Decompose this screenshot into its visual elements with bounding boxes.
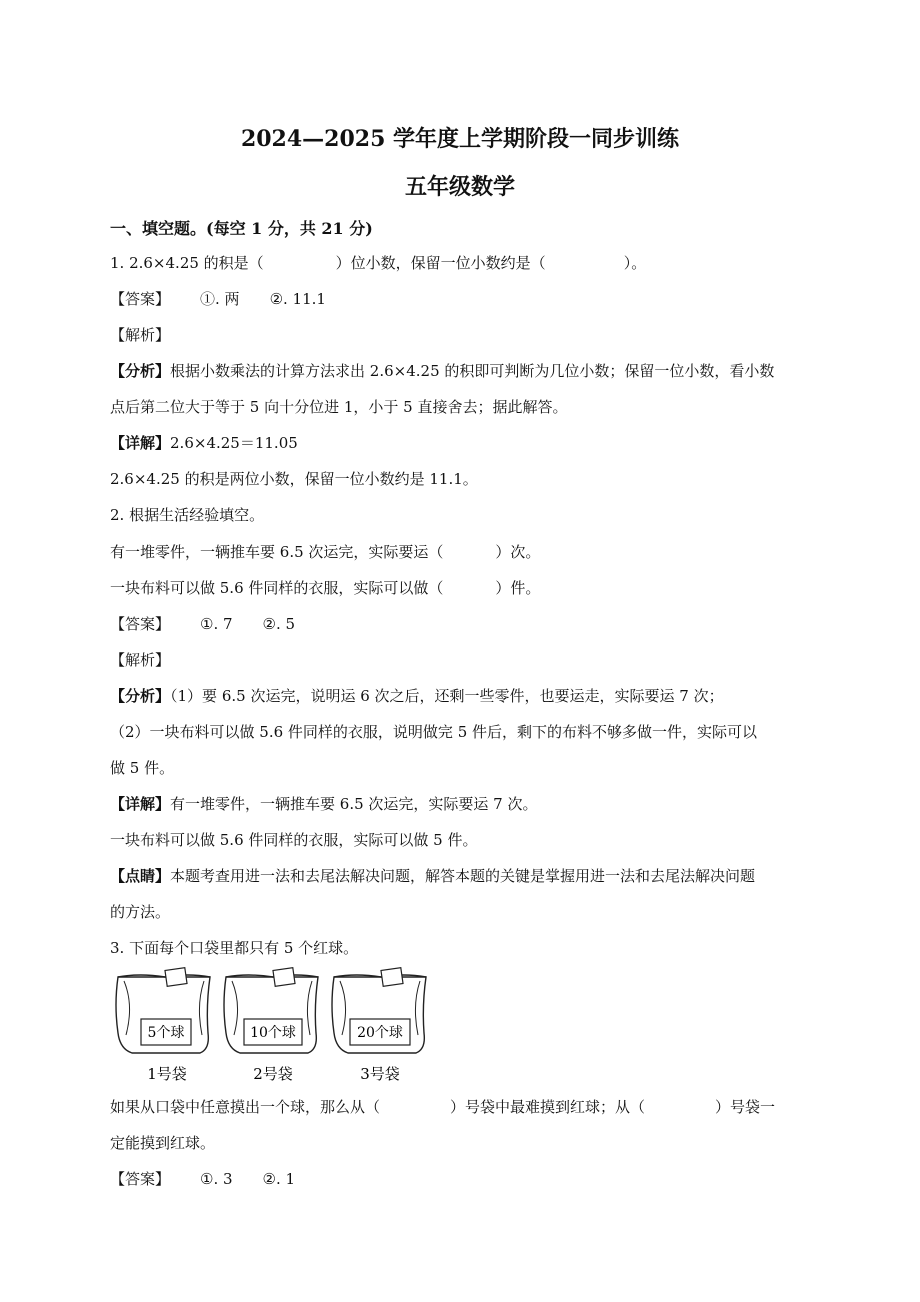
q1-question [110,252,646,273]
q2-sub1-part-a: 有一堆零件，一辆推车要 6.5 次运完，实际要运（ [110,543,444,561]
q1-answer [110,288,326,309]
q1-fenxi-line2: 点后第二位大于等于 5 向十分位进 1，小于 5 直接舍去；据此解答。 [110,398,568,416]
q2-question: 2. 根据生活经验填空。 [110,506,265,524]
q2-fenxi-line1 [110,685,724,706]
q3-prompt-line1 [110,1096,775,1117]
q2-comment-text1: 本题考查用进一法和去尾法解决问题，解答本题的关键是掌握用进一法和去尾法解决问题 [170,867,756,885]
q2-sub2 [110,577,540,598]
q2-analysis-label: 【解析】 [110,651,171,669]
fenxi-label: 【分析】 [110,362,171,380]
q2-detail-text1: 有一堆零件，一辆推车要 6.5 次运完，实际要运 7 次。 [170,795,538,813]
q2-answer-2: ②. 5 [262,615,296,633]
q2-sub1 [110,541,540,562]
q1-detail-line2: 2.6×4.25 的积是两位小数，保留一位小数约是 11.1。 [110,470,478,488]
bag-1-box-label: 5个球 [147,1025,185,1041]
q3-answer-2: ②. 1 [262,1170,296,1188]
q2-answer-1: ①. 7 [200,615,233,633]
q2-fenxi-line3: 做 5 件。 [110,759,175,777]
bag-1 [116,968,210,1083]
q1-detail-text1: 2.6×4.25＝11.05 [170,434,298,452]
bag-2-label: 2号袋 [253,1065,293,1083]
q2-detail-line1 [110,793,538,814]
q2-sub2-part-a: 一块布料可以做 5.6 件同样的衣服，实际可以做（ [110,579,444,597]
q3-prompt-line2: 定能摸到红球。 [110,1134,216,1152]
bag-2 [224,968,318,1083]
q1-detail-line1 [110,432,298,453]
bag-2-box-label: 10个球 [250,1025,296,1041]
q1-question-part-b: ）位小数，保留一位小数约是（ [335,254,546,272]
q1-fenxi-text1: 根据小数乘法的计算方法求出 2.6×4.25 的积即可判断为几位小数；保留一位小数，看小数 [170,362,775,380]
bag-1-label: 1号袋 [147,1065,187,1083]
bag-3 [332,968,426,1083]
q3-answer-1: ①. 3 [200,1170,233,1188]
detail-label: 【详解】 [110,795,171,813]
detail-label: 【详解】 [110,434,171,452]
q3-question: 3. 下面每个口袋里都只有 5 个红球。 [110,939,359,957]
section-heading: 一、填空题。(每空 1 分，共 21 分) [110,219,373,238]
fenxi-label: 【分析】 [110,687,171,705]
q3-prompt-part-b: ）号袋中最难摸到红球；从（ [450,1098,646,1116]
answer-label: 【答案】 [110,1170,171,1188]
q2-sub1-part-b: ）次。 [495,543,541,561]
q3-answer [110,1168,295,1189]
q1-fenxi-line1 [110,360,774,381]
comment-label: 【点睛】 [110,867,171,885]
page-subtitle: 五年级数学 [404,174,515,200]
q2-answer [110,613,295,634]
q3-prompt-part-c: ）号袋一 [715,1098,776,1116]
q3-prompt-part-a: 如果从口袋中任意摸出一个球，那么从（ [110,1098,381,1116]
page-title: 2024—2025 学年度上学期阶段一同步训练 [240,126,680,152]
q2-detail-line2: 一块布料可以做 5.6 件同样的衣服，实际可以做 5 件。 [110,831,478,849]
q1-question-part-a: 1. 2.6×4.25 的积是（ [110,254,264,272]
q1-answer-1: ①. 两 [200,290,240,308]
q2-comment-line2: 的方法。 [110,903,171,921]
q2-comment-line1 [110,865,755,886]
answer-label: 【答案】 [110,615,171,633]
q1-analysis-label: 【解析】 [110,326,171,344]
bag-3-label: 3号袋 [360,1065,400,1083]
answer-label: 【答案】 [110,290,171,308]
q1-question-part-c: ）。 [623,254,647,272]
q1-answer-2: ②. 11.1 [269,290,326,308]
q2-fenxi-line2: （2）一块布料可以做 5.6 件同样的衣服，说明做完 5 件后，剩下的布料不够多做一件，实际可以 [110,723,758,741]
bags-figure [110,965,430,1085]
q2-sub2-part-b: ）件。 [495,579,541,597]
q2-fenxi-text1: （1）要 6.5 次运完，说明运 6 次之后，还剩一些零件，也要运走，实际要运 7 次； [170,687,724,705]
bag-3-box-label: 20个球 [357,1025,403,1041]
